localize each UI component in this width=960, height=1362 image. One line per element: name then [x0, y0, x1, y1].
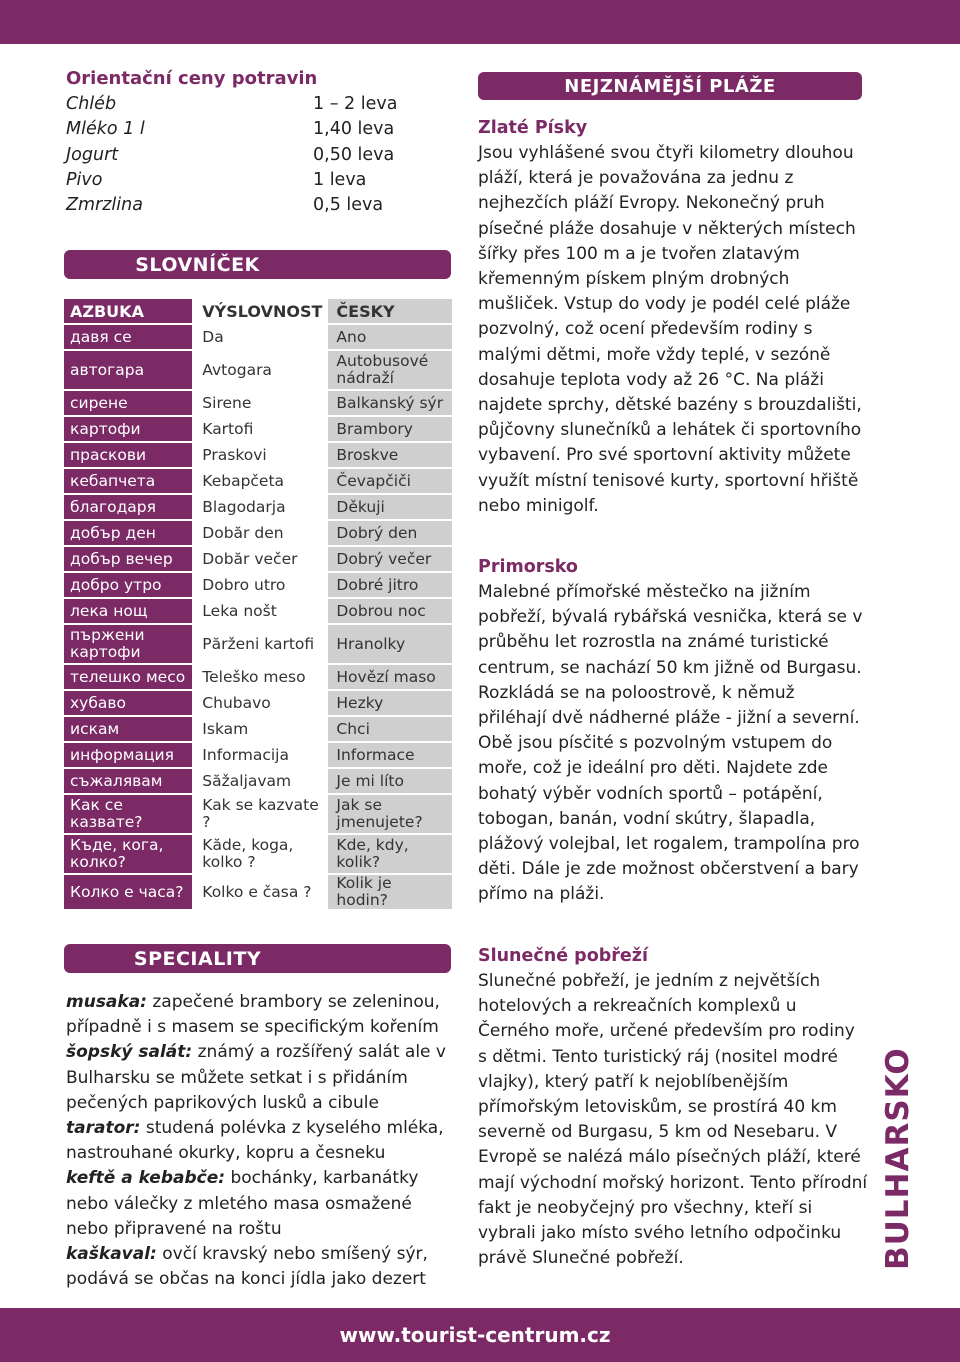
- beach-text: Jsou vyhlášené svou čtyři kilometry dlouhou pláží, která je považována za jednu z nejhezčích pláží Evropy. Nekonečný pruh písečné pláže dosahuje v některých místech šířky přes 100 m a je tvořen zlatavým křemenným pískem plným drobných mušliček. Vstup do vody je podél celé pláže pozvolný, což ocení především rodiny s malými dětmi, moře vždy teplé, v sezóně dosahuje teplota vody až 26 °C. Na pláži najdete sprchy, dětské bazény s brouzdališti, půjčovny slunečníků a lehátek či sportovního vybavení. Pro své sportovní aktivity můžete využít místní tenisové kurty, sportovní hřiště nebo minigolf.: [478, 143, 862, 516]
- cyrillic-word: пържени картофи: [64, 625, 192, 663]
- czech-translation: Brambory: [328, 417, 452, 441]
- pronunciation: Kak se kazvate ?: [192, 795, 328, 833]
- beach-text: Slunečné pobřeží, je jedním z největších hotelových a rekreačních komplexů u Černého moře, určené především pro rodiny s dětmi. Tento turistický ráj (nositel modré vlajky), který patří k nejoblíbenějším přímořským letoviskům, se prostírá 40 km severně od Burgasu, 5 km od Nesebaru. V Evropě se nalézá málo písečných pláží, které mají východní mořský horizont. Tento přírodní fakt je neobyčejný pro všechny, kteří si vybrali jako místo svého letního odpočinku právě Slunečné pobřeží.: [478, 971, 868, 1269]
- cyrillic-word: сирене: [64, 391, 192, 415]
- speciality-item: [66, 990, 456, 1040]
- beach-heading: Zlaté Písky: [478, 118, 588, 138]
- dictionary-row: [64, 573, 452, 597]
- cyrillic-word: съжалявам: [64, 769, 192, 793]
- cyrillic-word: Колко е часа?: [64, 875, 192, 909]
- pronunciation: Iskam: [192, 717, 328, 741]
- speciality-term: musaka:: [66, 992, 147, 1012]
- dictionary-row: [64, 547, 452, 571]
- dictionary-title: SLOVNÍČEK: [135, 253, 260, 276]
- czech-translation: Čevapčiči: [328, 469, 452, 493]
- dictionary-row: [64, 835, 452, 873]
- czech-translation: Jak se jmenujete?: [328, 795, 452, 833]
- dictionary-row: [64, 443, 452, 467]
- speciality-item: [66, 1166, 456, 1242]
- header-vyslovnost: VÝSLOVNOST: [192, 299, 328, 323]
- czech-translation: Hranolky: [328, 625, 452, 663]
- speciality-text: studená polévka z kyselého mléka, nastrouhané okurky, kopru a česneku: [66, 1118, 444, 1164]
- cyrillic-word: информация: [64, 743, 192, 767]
- dictionary-row: [64, 325, 452, 349]
- dictionary-row: [64, 875, 452, 909]
- price-item: Chléb: [66, 94, 117, 114]
- speciality-term: šopský salát:: [66, 1042, 193, 1063]
- price-item: Jogurt: [66, 144, 119, 165]
- pronunciation: Părženi kartofi: [192, 625, 328, 663]
- beach-heading: Slunečné pobřeží: [478, 946, 648, 966]
- price-row: [66, 168, 426, 193]
- dictionary-row: [64, 391, 452, 415]
- pronunciation: Blagodarja: [192, 495, 328, 519]
- dictionary-row: [64, 795, 452, 833]
- pronunciation: Teleško meso: [192, 665, 328, 689]
- pronunciation: Kolko e časa ?: [192, 875, 328, 909]
- country-side-label: BULHARSKO: [880, 1047, 916, 1270]
- price-list: [66, 66, 426, 218]
- pronunciation: Kebapčeta: [192, 469, 328, 493]
- speciality-title: SPECIALITY: [133, 947, 262, 970]
- pronunciation: Praskovi: [192, 443, 328, 467]
- czech-translation: Ano: [328, 325, 452, 349]
- dictionary-row: [64, 599, 452, 623]
- dictionary-row: [64, 351, 452, 389]
- speciality-text: zapečené brambory se zeleninou, případně i s masem se specifickým kořením: [66, 992, 440, 1038]
- cyrillic-word: лека нощ: [64, 599, 192, 623]
- czech-translation: Balkanský sýr: [328, 391, 452, 415]
- cyrillic-word: добро утро: [64, 573, 192, 597]
- czech-translation: Dobré jitro: [328, 573, 452, 597]
- cyrillic-word: кебапчета: [64, 469, 192, 493]
- speciality-term: tarator:: [66, 1118, 141, 1139]
- pronunciation: Dobăr večer: [192, 547, 328, 571]
- cyrillic-word: телешко месо: [64, 665, 192, 689]
- speciality-text: bochánky, karbanátky nebo válečky z mletého masa osmažené nebo připravené na roštu: [66, 1168, 419, 1239]
- czech-translation: Dobrou noc: [328, 599, 452, 623]
- czech-translation: Hezky: [328, 691, 452, 715]
- dictionary-row: [64, 691, 452, 715]
- dictionary-row: [64, 625, 452, 663]
- cyrillic-word: давя се: [64, 325, 192, 349]
- cyrillic-word: благодаря: [64, 495, 192, 519]
- pronunciation: Avtogara: [192, 351, 328, 389]
- speciality-text: ovčí kravský nebo smíšený sýr, podává se občas na konci jídla jako dezert: [66, 1244, 428, 1290]
- dictionary-row: [64, 769, 452, 793]
- dictionary-row: [64, 717, 452, 741]
- cyrillic-word: добър вечер: [64, 547, 192, 571]
- price-value: 1 leva: [313, 169, 367, 190]
- price-item: Mléko 1 l: [66, 119, 145, 140]
- czech-translation: Informace: [328, 743, 452, 767]
- pronunciation: Sirene: [192, 391, 328, 415]
- dictionary-row: [64, 495, 452, 519]
- price-row: [66, 193, 426, 218]
- header-cesky: ČESKY: [328, 299, 452, 323]
- price-value: 1 – 2 leva: [313, 94, 398, 114]
- pronunciation: Săžaljavam: [192, 769, 328, 793]
- czech-translation: Kolik je hodin?: [328, 875, 452, 909]
- beaches-title: NEJZNÁMĚJŠÍ PLÁŽE: [564, 75, 776, 97]
- speciality-term: kaškaval:: [66, 1244, 157, 1265]
- price-value: 1,40 leva: [313, 119, 395, 140]
- speciality-banner: [64, 944, 451, 973]
- cyrillic-word: искам: [64, 717, 192, 741]
- dictionary-row: [64, 665, 452, 689]
- beach-section-zlate-pisky: [478, 116, 868, 519]
- beach-heading: Primorsko: [478, 557, 578, 577]
- pronunciation: Da: [192, 325, 328, 349]
- pronunciation: Leka nošt: [192, 599, 328, 623]
- czech-translation: Děkuji: [328, 495, 452, 519]
- price-item: Zmrzlina: [66, 195, 143, 216]
- pronunciation: Dobăr den: [192, 521, 328, 545]
- cyrillic-word: хубаво: [64, 691, 192, 715]
- speciality-list: [66, 990, 456, 1292]
- price-row: [66, 143, 426, 168]
- cyrillic-word: Къде, кога, колко?: [64, 835, 192, 873]
- price-item: Pivo: [66, 169, 103, 190]
- dictionary-row: [64, 469, 452, 493]
- cyrillic-word: картофи: [64, 417, 192, 441]
- czech-translation: Hovězí maso: [328, 665, 452, 689]
- czech-translation: Chci: [328, 717, 452, 741]
- price-value: 0,5 leva: [313, 195, 384, 216]
- footer-bar: [0, 1308, 960, 1362]
- czech-translation: Autobusové nádraží: [328, 351, 452, 389]
- czech-translation: Dobrý večer: [328, 547, 452, 571]
- czech-translation: Kde, kdy, kolik?: [328, 835, 452, 873]
- pronunciation: Kăde, koga, kolko ?: [192, 835, 328, 873]
- pronunciation: Kartofi: [192, 417, 328, 441]
- price-row: [66, 117, 426, 142]
- cyrillic-word: Как се казвате?: [64, 795, 192, 833]
- dictionary-table: [64, 297, 452, 911]
- cyrillic-word: праскови: [64, 443, 192, 467]
- czech-translation: Dobrý den: [328, 521, 452, 545]
- beach-section-slunecne-pobrezi: [478, 944, 868, 1271]
- pronunciation: Chubavo: [192, 691, 328, 715]
- price-value: 0,50 leva: [313, 144, 395, 165]
- cyrillic-word: автогара: [64, 351, 192, 389]
- pronunciation: Informacija: [192, 743, 328, 767]
- pronunciation: Dobro utro: [192, 573, 328, 597]
- dictionary-banner: [64, 250, 451, 279]
- price-list-title: Orientační ceny potravin: [66, 68, 318, 89]
- beaches-banner: [478, 72, 862, 100]
- speciality-item: [66, 1116, 456, 1166]
- czech-translation: Broskve: [328, 443, 452, 467]
- beach-section-primorsko: [478, 555, 868, 908]
- beach-text: Malebné přímořské městečko na jižním pobřeží, bývalá rybářská vesnička, která se v průběhu let rozrostla na známé turistické centrum, se nachází 50 km jižně od Burgasu. Rozkládá se na poloostrově, k němuž přiléhají dvě nádherné pláže - jižní a severní. Obě jsou písčité s pozvolným vstupem do moře, což je ideální pro děti. Najdete zde bohatý výběr vodních sportů – potápění, tobogan, banán, vodní skútry, šlapadla, plážový volejbal, let rogalem, trampolína pro děti. Dále je zde možnost občerstvení a bary přímo na pláži.: [478, 582, 863, 905]
- speciality-text: známý a rozšířený salát ale v Bulharsku se můžete setkat i s přidáním pečených paprikových lusků a cibule: [66, 1042, 446, 1113]
- cyrillic-word: добър ден: [64, 521, 192, 545]
- speciality-item: [66, 1040, 456, 1116]
- dictionary-row: [64, 743, 452, 767]
- footer-url[interactable]: www.tourist-centrum.cz: [339, 1323, 611, 1347]
- price-row: [66, 92, 426, 117]
- dictionary-row: [64, 521, 452, 545]
- header-azbuka: AZBUKA: [64, 299, 192, 323]
- speciality-item: [66, 1242, 456, 1292]
- speciality-term: keftě a kebabče:: [66, 1168, 226, 1189]
- czech-translation: Je mi líto: [328, 769, 452, 793]
- top-bar: [0, 0, 960, 44]
- dictionary-header-row: [64, 299, 452, 323]
- dictionary-row: [64, 417, 452, 441]
